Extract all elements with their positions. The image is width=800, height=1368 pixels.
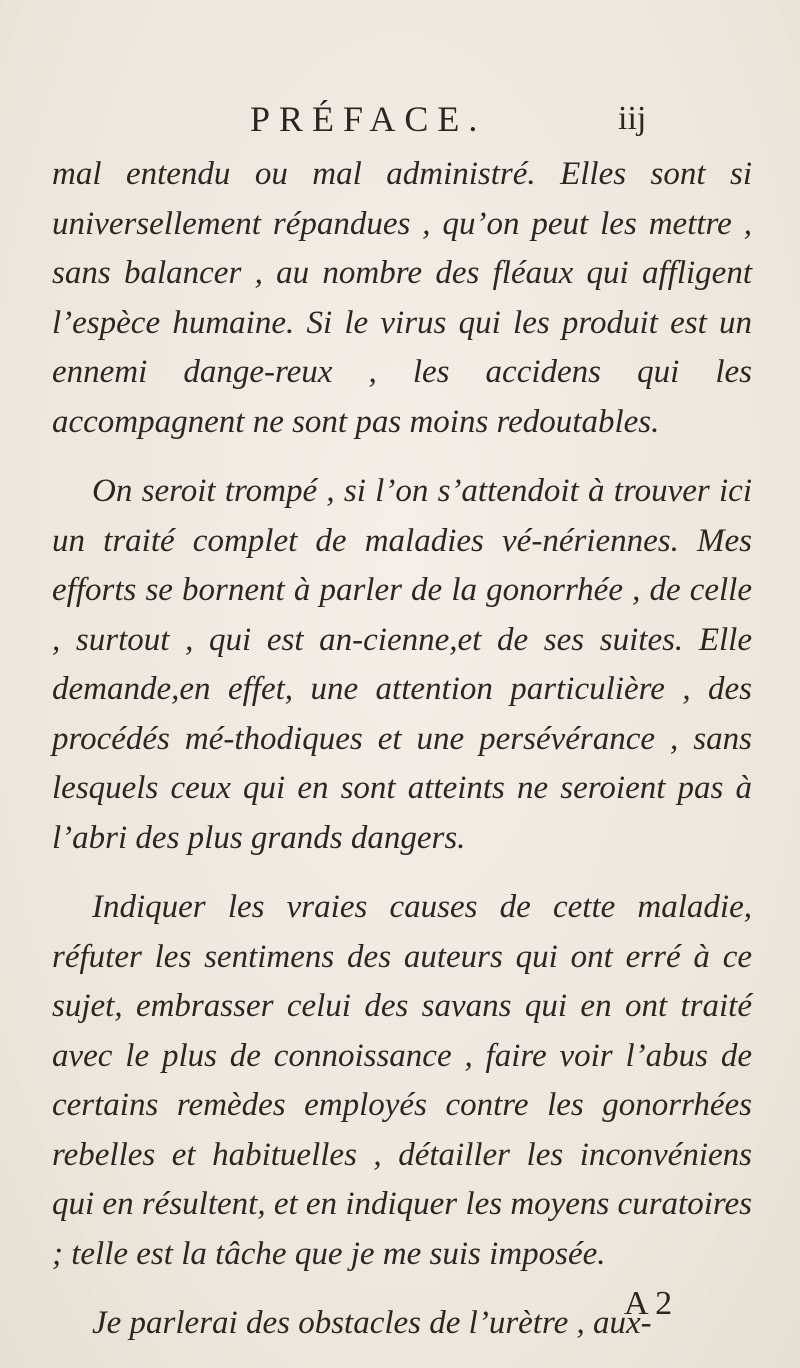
signature-mark: A 2 (624, 1285, 673, 1322)
running-title: PRÉFACE. (250, 99, 487, 139)
page-number: iij (618, 100, 647, 137)
paragraph-continued: mal entendu ou mal administré. Elles sont si universellement répandues , qu’on peut les mettre , sans balancer , au nombre des fléaux qui affligent l’espèce humaine. Si le virus qui les produit est un ennemi dange-reux , les accidens qui les accompagnent ne sont pas moins redoutables. (52, 156, 752, 440)
body-text (52, 150, 752, 1349)
page-header (0, 98, 800, 148)
paragraph: Je parlerai des obstacles de l’urètre , aux- (92, 1305, 652, 1341)
paragraph: On seroit trompé , si l’on s’attendoit à trouver ici un traité complet de maladies vé-nériennes. Mes efforts se bornent à parler de la gonorrhée , de celle , surtout , qui est an-cienne,et de ses suites. Elle demande,en effet, une attention particulière , des procédés mé-thodiques et une persévérance , sans lesquels ceux qui en sont atteints ne seroient pas à l’abri des plus grands dangers. (52, 473, 752, 856)
paragraph: Indiquer les vraies causes de cette maladie, réfuter les sentimens des auteurs qui ont erré à ce sujet, embrasser celui des savans qui en ont traité avec le plus de connoissance , faire voir l’abus de certains remèdes employés contre les gonorrhées rebelles et habituelles , détailler les inconvéniens qui en résultent, et en indiquer les moyens curatoires ; telle est la tâche que je me suis imposée. (52, 889, 752, 1272)
